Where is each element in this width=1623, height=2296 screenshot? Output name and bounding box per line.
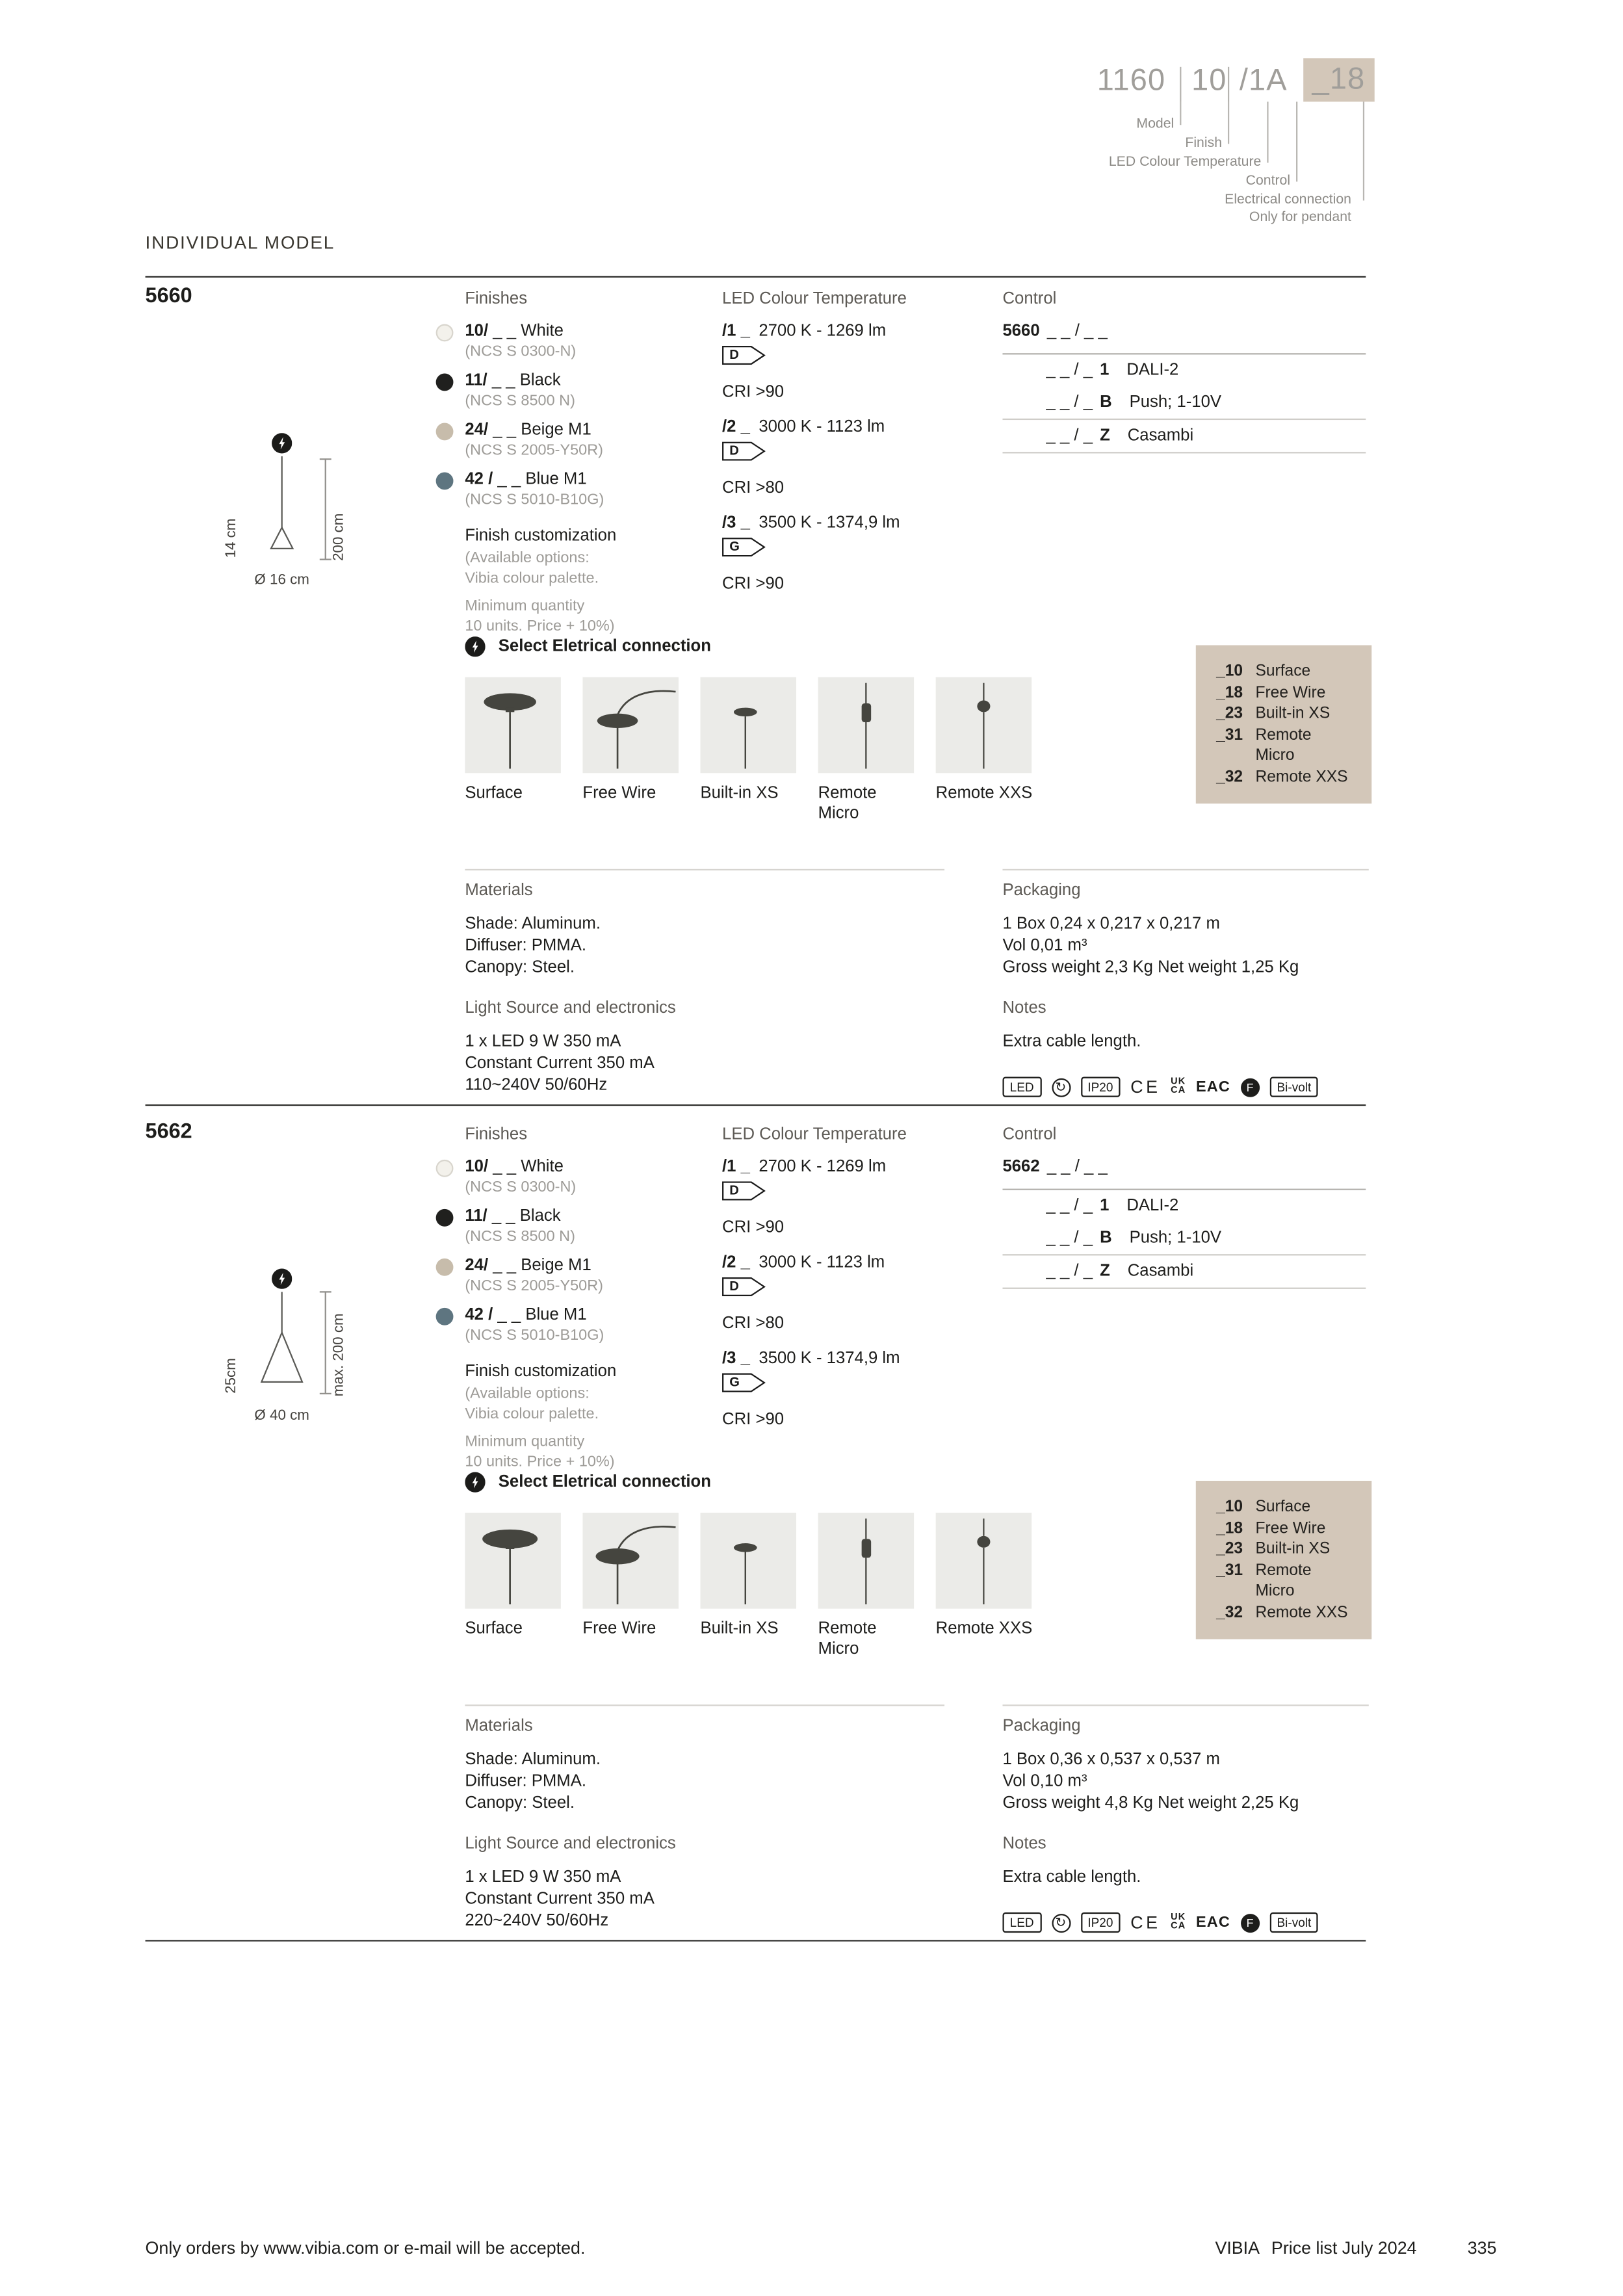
finish-ncs-code: (NCS S 2005-Y50R): [465, 441, 603, 459]
code-segment-electrical: _18: [1303, 58, 1374, 101]
certification-row: [1002, 1076, 1368, 1097]
led-option-2700k: /1 _ 2700 K - 1269 lm D CRI >90: [722, 322, 969, 401]
finish-ncs-code: (NCS S 8500 N): [465, 1227, 575, 1245]
finish-swatch-blue: [436, 1308, 454, 1325]
code-segment-model: 1160: [1097, 64, 1166, 98]
divider: [146, 276, 1366, 278]
finish-option-beige: [436, 1257, 712, 1296]
power-icon: [465, 1472, 485, 1493]
control-column: [1002, 1126, 1366, 1288]
footer-pricelist: VIBIA Price list July 2024: [1215, 2237, 1417, 2258]
finish-label: 10/ _ _ White: [465, 1158, 564, 1176]
page-number: 335: [1467, 2237, 1497, 2258]
dimension-shade-height: 14 cm: [224, 518, 240, 558]
notes-title: Notes: [1002, 1835, 1046, 1853]
legend-item: _32 Remote XXS: [1216, 768, 1348, 786]
ip20-badge: IP20: [1080, 1912, 1120, 1933]
finish-label: 24/ _ _ Beige M1: [465, 1257, 591, 1275]
finish-option-black: [436, 372, 712, 411]
legend-item: _10 Surface: [1216, 662, 1311, 681]
code-separator: [1228, 67, 1229, 102]
packaging-title: Packaging: [1002, 881, 1081, 900]
connection-option-remote-micro: Remote Micro: [818, 677, 917, 824]
finish-label: 11/ _ _ Black: [465, 372, 561, 390]
led-option-2700k: /1 _ 2700 K - 1269 lm D CRI >90: [722, 1158, 969, 1237]
electrical-connection-block: [465, 636, 1034, 824]
finishes-column: [436, 1126, 712, 1472]
electrical-connection-block: [465, 1472, 1034, 1660]
control-option-push: _ _ / _ B Push; 1-10V: [1002, 387, 1366, 420]
code-segment-finish: 10: [1191, 64, 1227, 98]
code-label-control: Control: [1245, 173, 1291, 189]
legend-item: _10 Surface: [1216, 1498, 1311, 1516]
connection-option-freewire: Free Wire: [582, 1513, 681, 1660]
connection-option-surface: Surface: [465, 677, 564, 824]
connection-code-legend: [1196, 646, 1371, 804]
cri-value: CRI >80: [722, 1315, 785, 1333]
model-section-5660: [146, 279, 1366, 1114]
certification-row: [1002, 1912, 1368, 1933]
led-badge: LED: [1002, 1076, 1041, 1097]
finish-ncs-code: (NCS S 0300-N): [465, 1177, 577, 1195]
ce-mark: CE: [1130, 1076, 1161, 1097]
code-connector-line: [1363, 101, 1364, 200]
connection-image-surface: [465, 677, 561, 774]
finish-swatch-blue: [436, 473, 454, 490]
finish-option-black: [436, 1208, 712, 1247]
product-diagram: [203, 424, 363, 614]
bivolt-badge: Bi-volt: [1269, 1912, 1318, 1933]
code-connector-line: [1267, 101, 1268, 163]
control-option-casambi: _ _ / _ Z Casambi: [1002, 420, 1366, 453]
finishes-title: Finishes: [465, 291, 528, 308]
model-number: 5662: [145, 1120, 192, 1144]
packaging-column: Packaging 1 Box 0,24 x 0,217 x 0,217 m Vol 0,01 m³ Gross weight 2,3 Kg Net weight 1,25 Kg Notes Extra cable length. LED ↻ IP20 CE UK CA EAC F Bi-volt: [1002, 869, 1368, 1097]
connection-image-builtin-xs: [700, 677, 796, 774]
finish-label: 11/ _ _ Black: [465, 1207, 561, 1225]
connection-image-freewire: [582, 677, 679, 774]
connection-image-freewire: [582, 1513, 679, 1609]
finishes-column: [436, 291, 712, 636]
finish-label: 42 / _ _ Blue M1: [465, 471, 587, 489]
finish-swatch-white: [436, 324, 454, 342]
finish-label: 10/ _ _ White: [465, 322, 564, 341]
cri-value: CRI >90: [722, 575, 785, 594]
f-mark-icon: F: [1241, 1078, 1260, 1097]
electrical-connection-title: Select Eletrical connection: [498, 1473, 711, 1491]
bivolt-badge: Bi-volt: [1269, 1076, 1318, 1097]
led-option-3000k: /2 _ 3000 K - 1123 lm D CRI >80: [722, 419, 969, 497]
code-label-electrical: Electrical connection: [1225, 192, 1351, 208]
notes-title: Notes: [1002, 999, 1046, 1017]
finish-option-blue: [436, 1307, 712, 1346]
cri-value: CRI >90: [722, 1411, 785, 1429]
model-section-5662: [146, 1115, 1366, 1950]
cri-value: CRI >90: [722, 1219, 785, 1237]
finish-ncs-code: (NCS S 8500 N): [465, 391, 575, 410]
connection-image-remote-xxs: [936, 677, 1032, 774]
finish-swatch-black: [436, 374, 454, 391]
electrical-connection-title: Select Eletrical connection: [498, 638, 711, 656]
connection-option-remote-xxs: Remote XXS: [936, 677, 1035, 824]
legend-item: _18 Free Wire: [1216, 1519, 1326, 1537]
finish-option-blue: [436, 471, 712, 510]
code-connector-line: [1180, 101, 1181, 125]
control-column: [1002, 291, 1366, 453]
packaging-title: Packaging: [1002, 1717, 1081, 1736]
led-badge: LED: [1002, 1912, 1041, 1933]
connection-image-remote-micro: [818, 1513, 915, 1609]
led-column: [722, 291, 969, 610]
control-option-casambi: _ _ / _ Z Casambi: [1002, 1255, 1366, 1288]
finish-option-white: [436, 322, 712, 361]
legend-item: _32 Remote XXS: [1216, 1603, 1348, 1621]
finish-ncs-code: (NCS S 0300-N): [465, 342, 577, 360]
code-connector-line: [1228, 101, 1229, 144]
energy-class-label: G: [722, 538, 766, 556]
finish-option-white: [436, 1158, 712, 1197]
led-option-3500k: /3 _ 3500 K - 1374,9 lm G CRI >90: [722, 514, 969, 593]
model-number: 5660: [145, 285, 192, 308]
code-label-model: Model: [1136, 116, 1175, 133]
finish-option-beige: [436, 421, 712, 460]
energy-class-label: D: [722, 442, 766, 461]
dimension-shade-height: 25cm: [224, 1358, 240, 1394]
notes-text: Extra cable length.: [1002, 1868, 1141, 1886]
legend-item: _31 Remote Micro: [1216, 725, 1312, 764]
ukca-mark: UK CA: [1171, 1911, 1186, 1931]
finish-ncs-code: (NCS S 5010-B10G): [465, 1325, 604, 1344]
connection-image-remote-micro: [818, 677, 915, 774]
finish-label: 24/ _ _ Beige M1: [465, 421, 591, 439]
led-title: LED Colour Temperature: [722, 291, 907, 308]
control-title: Control: [1002, 291, 1057, 308]
light-source-title: Light Source and electronics: [465, 1835, 676, 1853]
notes-text: Extra cable length.: [1002, 1033, 1141, 1051]
ce-mark: CE: [1130, 1912, 1161, 1933]
product-diagram: [203, 1260, 363, 1449]
control-code-pattern: 5660 _ _ / _ _: [1002, 322, 1366, 354]
finish-swatch-black: [436, 1209, 454, 1227]
connection-option-builtin-xs: Built-in XS: [700, 677, 799, 824]
code-segment-led-control: /1A: [1239, 64, 1288, 98]
dimension-diameter: Ø 40 cm: [254, 1408, 309, 1424]
legend-item: _31 Remote Micro: [1216, 1561, 1312, 1600]
energy-class-label: D: [722, 1181, 766, 1200]
led-title: LED Colour Temperature: [722, 1126, 907, 1144]
led-option-3500k: /3 _ 3500 K - 1374,9 lm G CRI >90: [722, 1350, 969, 1429]
led-option-3000k: /2 _ 3000 K - 1123 lm D CRI >80: [722, 1254, 969, 1333]
recycle-icon: ↻: [1051, 1913, 1070, 1932]
cri-value: CRI >90: [722, 384, 785, 401]
finishes-title: Finishes: [465, 1126, 528, 1144]
energy-class-label: D: [722, 346, 766, 365]
materials-column: Materials Shade: Aluminum. Diffuser: PMMA. Canopy: Steel. Light Source and electronics 1 x LED 9 W 350 mA Constant Current 350 mA 110~240V 50/60Hz: [465, 869, 944, 1097]
finish-customization: Finish customization (Available options: Vibia colour palette. Minimum quantity 10 units. Price + 10%): [465, 527, 712, 636]
finish-customization-title: Finish customization: [465, 1363, 617, 1381]
led-column: [722, 1126, 969, 1446]
connection-option-remote-xxs: Remote XXS: [936, 1513, 1035, 1660]
eac-mark: EAC: [1196, 1078, 1230, 1096]
control-option-push: _ _ / _ B Push; 1-10V: [1002, 1222, 1366, 1255]
eac-mark: EAC: [1196, 1914, 1230, 1931]
code-connector-line: [1296, 101, 1297, 181]
code-separator: [1180, 67, 1181, 102]
finish-swatch-beige: [436, 423, 454, 441]
finish-customization: Finish customization (Available options: Vibia colour palette. Minimum quantity 10 units. Price + 10%): [465, 1363, 712, 1472]
control-option-dali: _ _ / _ 1 DALI-2: [1046, 361, 1179, 380]
finish-label: 42 / _ _ Blue M1: [465, 1306, 587, 1324]
legend-item: _23 Built-in XS: [1216, 705, 1331, 723]
dimension-drop-length: max. 200 cm: [331, 1313, 348, 1397]
finish-swatch-white: [436, 1160, 454, 1177]
brand-name: VIBIA: [1215, 2237, 1260, 2258]
section-divider: [146, 1104, 1366, 1106]
ukca-mark: UK CA: [1171, 1076, 1186, 1096]
ip20-badge: IP20: [1080, 1076, 1120, 1097]
code-label-pendant-note: Only for pendant: [1249, 209, 1351, 226]
dimension-diameter: Ø 16 cm: [254, 572, 309, 589]
finish-ncs-code: (NCS S 2005-Y50R): [465, 1276, 603, 1294]
connection-image-surface: [465, 1513, 561, 1609]
connection-image-builtin-xs: [700, 1513, 796, 1609]
dimension-drop-length: 200 cm: [331, 513, 348, 561]
connection-option-builtin-xs: Built-in XS: [700, 1513, 799, 1660]
cri-value: CRI >80: [722, 479, 785, 497]
power-icon: [465, 636, 485, 657]
light-source-title: Light Source and electronics: [465, 999, 676, 1017]
code-label-led: LED Colour Temperature: [1108, 153, 1262, 170]
connection-option-freewire: Free Wire: [582, 677, 681, 824]
legend-item: _18 Free Wire: [1216, 683, 1326, 701]
control-option-dali: _ _ / _ 1 DALI-2: [1046, 1197, 1179, 1215]
materials-title: Materials: [465, 1717, 533, 1736]
recycle-icon: ↻: [1051, 1078, 1070, 1097]
control-code-pattern: 5662 _ _ / _ _: [1002, 1158, 1366, 1190]
energy-class-label: D: [722, 1277, 766, 1296]
finish-ncs-code: (NCS S 5010-B10G): [465, 490, 604, 508]
connection-option-remote-micro: Remote Micro: [818, 1513, 917, 1660]
connection-image-remote-xxs: [936, 1513, 1032, 1609]
connection-code-legend: [1196, 1481, 1371, 1639]
finish-customization-title: Finish customization: [465, 527, 617, 545]
finish-swatch-beige: [436, 1259, 454, 1276]
packaging-column: Packaging 1 Box 0,36 x 0,537 x 0,537 m Vol 0,10 m³ Gross weight 4,8 Kg Net weight 2,25 Kg Notes Extra cable length. LED ↻ IP20 CE UK CA EAC F Bi-volt: [1002, 1704, 1368, 1933]
control-title: Control: [1002, 1126, 1057, 1144]
materials-column: Materials Shade: Aluminum. Diffuser: PMMA. Canopy: Steel. Light Source and electronics 1 x LED 9 W 350 mA Constant Current 350 mA 220~240V 50/60Hz: [465, 1704, 944, 1933]
f-mark-icon: F: [1241, 1913, 1260, 1932]
materials-title: Materials: [465, 881, 533, 900]
connection-option-surface: Surface: [465, 1513, 564, 1660]
footer-order-note: Only orders by www.vibia.com or e-mail will be accepted.: [145, 2237, 586, 2258]
energy-class-label: G: [722, 1374, 766, 1392]
legend-item: _23 Built-in XS: [1216, 1540, 1331, 1558]
page-title: INDIVIDUAL MODEL: [145, 232, 335, 253]
section-divider: [146, 1940, 1366, 1941]
code-label-finish: Finish: [1185, 135, 1223, 151]
